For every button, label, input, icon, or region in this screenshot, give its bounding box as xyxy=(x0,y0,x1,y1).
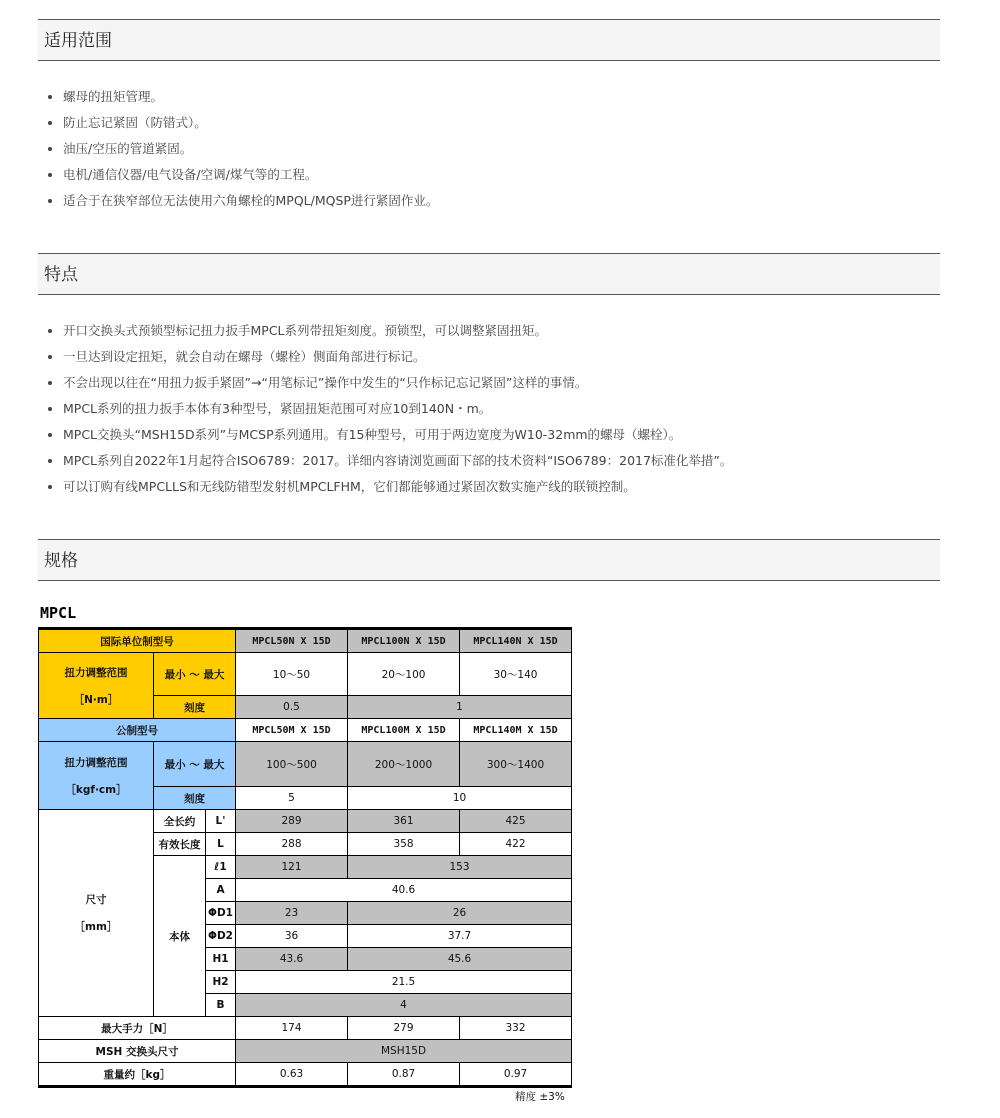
model: MPCL100M X 15D xyxy=(348,719,460,742)
cell: 332 xyxy=(460,1017,572,1040)
symbol: H1 xyxy=(206,948,236,971)
features-list xyxy=(38,321,732,503)
cell: 279 xyxy=(348,1017,460,1040)
cell: 289 xyxy=(236,810,348,833)
table-row xyxy=(39,1063,572,1087)
cell: 0.5 xyxy=(236,696,348,719)
cell: MSH15D xyxy=(236,1040,572,1063)
symbol: L' xyxy=(206,810,236,833)
list-item: • 可以订购有线MPCLLS和无线防错型发射机MPCLFHM，它们都能够通过紧固次数实施产线的联锁控制。 xyxy=(63,477,732,503)
metric-label: 公制型号 xyxy=(39,719,236,742)
table-row xyxy=(39,719,572,742)
cell: 10 xyxy=(348,787,572,810)
minmax-label: 最小 ～ 最大 xyxy=(154,742,236,787)
list-item: • 防止忘记紧固（防错式）。 xyxy=(63,113,438,139)
section-title: 规格 xyxy=(44,551,78,571)
model: MPCL100N X 15D xyxy=(348,629,460,653)
minmax-label: 最小 ～ 最大 xyxy=(154,653,236,696)
cell: 288 xyxy=(236,833,348,856)
cell: 0.97 xyxy=(460,1063,572,1087)
list-item: • MPCL系列自2022年1月起符合ISO6789：2017。详细内容请浏览画面下部的技术资料“ISO6789：2017标准化举措”。 xyxy=(63,451,732,477)
dim-label xyxy=(39,810,154,1017)
scale-label: 刻度 xyxy=(154,787,236,810)
cell: 43.6 xyxy=(236,948,348,971)
table-row xyxy=(39,629,572,653)
list-item: • MPCL系列的扭力扳手本体有3种型号，紧固扭矩范围可对应10到140N・m。 xyxy=(63,399,732,425)
symbol: L xyxy=(206,833,236,856)
unit: ［kgf·cm］ xyxy=(65,783,127,796)
cell: 425 xyxy=(460,810,572,833)
list-item: • 一旦达到设定扭矩，就会自动在螺母（螺栓）侧面角部进行标记。 xyxy=(63,347,732,373)
cell: 45.6 xyxy=(348,948,572,971)
list-item: • 开口交换头式预锁型标记扭力扳手MPCL系列带扭矩刻度。预锁型，可以调整紧固扭矩。 xyxy=(63,321,732,347)
cell: 174 xyxy=(236,1017,348,1040)
spec-title: MPCL xyxy=(40,604,77,622)
table-row xyxy=(39,653,572,696)
symbol: ΦD2 xyxy=(206,925,236,948)
cell: 4 xyxy=(236,994,572,1017)
list-item: • 螺母的扭矩管理。 xyxy=(63,87,438,113)
list-item: • 油压/空压的管道紧固。 xyxy=(63,139,438,165)
model: MPCL50M X 15D xyxy=(236,719,348,742)
metric-range-label xyxy=(39,742,154,810)
cell: 361 xyxy=(348,810,460,833)
cell: 23 xyxy=(236,902,348,925)
cell: 10～50 xyxy=(236,653,348,696)
row-label: 全长约 xyxy=(154,810,206,833)
section-header-spec xyxy=(38,539,940,581)
cell: 1 xyxy=(348,696,572,719)
section-header-features xyxy=(38,253,940,295)
list-item: • 电机/通信仪器/电气设备/空调/煤气等的工程。 xyxy=(63,165,438,191)
cell: 153 xyxy=(348,856,572,879)
cell: 0.87 xyxy=(348,1063,460,1087)
cell: 5 xyxy=(236,787,348,810)
si-label: 国际单位制型号 xyxy=(39,629,236,653)
list-item: • 不会出现以往在“用扭力扳手紧固”→“用笔标记”操作中发生的“只作标记忘记紧固”这样的事情。 xyxy=(63,373,732,399)
unit: ［mm］ xyxy=(74,921,118,933)
model: MPCL50N X 15D xyxy=(236,629,348,653)
row-label: 重量约［kg］ xyxy=(39,1063,236,1087)
cell: 40.6 xyxy=(236,879,572,902)
model: MPCL140M X 15D xyxy=(460,719,572,742)
table-row xyxy=(39,742,572,787)
cell: 30～140 xyxy=(460,653,572,696)
row-label: 最大手力［N］ xyxy=(39,1017,236,1040)
cell: 0.63 xyxy=(236,1063,348,1087)
section-title: 适用范围 xyxy=(44,31,112,51)
cell: 300～1400 xyxy=(460,742,572,787)
range-label: 扭力调整范围 xyxy=(64,756,128,769)
model: MPCL140N X 15D xyxy=(460,629,572,653)
si-range-label xyxy=(39,653,154,719)
cell: 21.5 xyxy=(236,971,572,994)
row-label: 有效长度 xyxy=(154,833,206,856)
symbol: A xyxy=(206,879,236,902)
section-header-scope xyxy=(38,19,940,61)
unit: ［N·m］ xyxy=(73,693,119,706)
symbol: ΦD1 xyxy=(206,902,236,925)
spec-table xyxy=(38,627,572,1088)
scale-label: 刻度 xyxy=(154,696,236,719)
range-label: 扭力调整范围 xyxy=(64,666,128,679)
cell: 100～500 xyxy=(236,742,348,787)
cell: 26 xyxy=(348,902,572,925)
cell: 20～100 xyxy=(348,653,460,696)
symbol: B xyxy=(206,994,236,1017)
table-row xyxy=(39,1040,572,1063)
dim-text: 尺寸 xyxy=(85,894,107,906)
cell: 358 xyxy=(348,833,460,856)
cell: 200～1000 xyxy=(348,742,460,787)
row-label: MSH 交换头尺寸 xyxy=(39,1040,236,1063)
cell: 422 xyxy=(460,833,572,856)
cell: 121 xyxy=(236,856,348,879)
body-label: 本体 xyxy=(154,856,206,1017)
symbol: ℓ1 xyxy=(206,856,236,879)
cell: 37.7 xyxy=(348,925,572,948)
list-item: • MPCL交换头“MSH15D系列”与MCSP系列通用。有15种型号，可用于两边宽度为W10-32mm的螺母（螺栓）。 xyxy=(63,425,732,451)
section-title: 特点 xyxy=(44,265,78,285)
cell: 36 xyxy=(236,925,348,948)
accuracy-note: 精度 ±3% xyxy=(515,1091,565,1103)
table-row xyxy=(39,810,572,833)
scope-list xyxy=(38,87,438,217)
list-item: • 适合于在狭窄部位无法使用六角螺栓的MPQL/MQSP进行紧固作业。 xyxy=(63,191,438,217)
table-row xyxy=(39,1017,572,1040)
symbol: H2 xyxy=(206,971,236,994)
